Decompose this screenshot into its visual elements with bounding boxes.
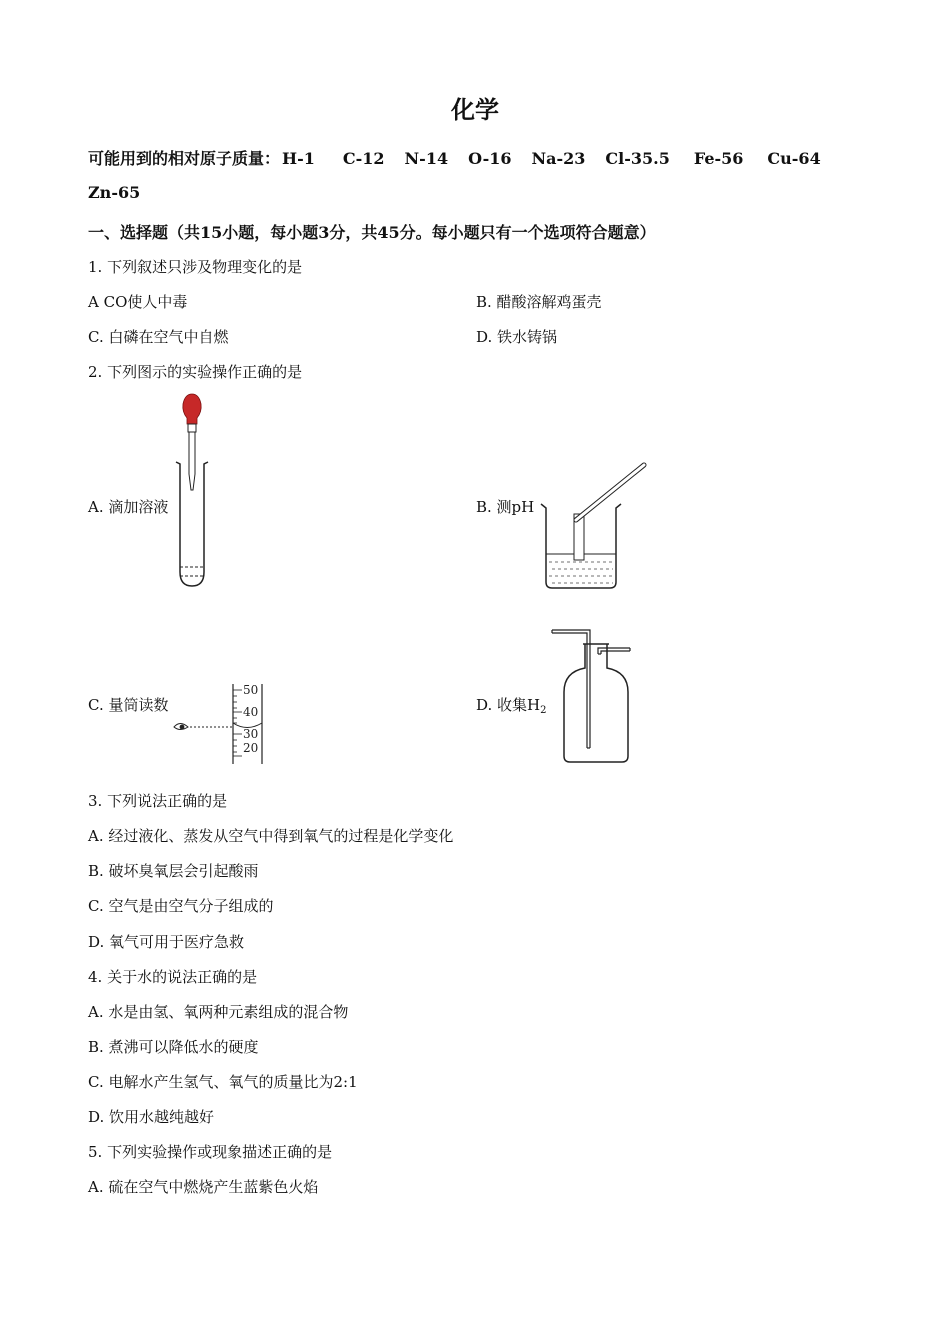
q1-option-b: B. 醋酸溶解鸡蛋壳 <box>476 293 602 311</box>
dropper-collar <box>188 424 196 432</box>
section-heading: 一、选择题（共15小题，每小题3分，共45分。每小题只有一个选项符合题意） <box>88 223 656 242</box>
mass-o: O-16 <box>468 149 512 168</box>
scale-label-40: 40 <box>243 705 259 719</box>
q2-option-b: B. 测pH <box>476 498 535 516</box>
q1-stem: 1. 下列叙述只涉及物理变化的是 <box>88 258 303 276</box>
scale-label-30: 30 <box>243 727 259 741</box>
dropper-bulb-icon <box>183 394 201 424</box>
q3-option-d: D. 氧气可用于医疗急救 <box>88 933 245 951</box>
q2-option-d <box>476 694 546 716</box>
eye-icon <box>174 724 188 730</box>
q3-option-c: C. 空气是由空气分子组成的 <box>88 897 274 915</box>
q5-stem: 5. 下列实验操作或现象描述正确的是 <box>88 1143 333 1161</box>
cylinder-ticks <box>233 690 242 756</box>
q3-option-b: B. 破坏臭氧层会引起酸雨 <box>88 862 259 880</box>
mass-fe: Fe-56 <box>693 149 744 168</box>
glass-rod-icon <box>576 465 644 520</box>
q1-option-a: A CO使人中毒 <box>88 293 188 311</box>
short-outlet-tube <box>598 648 630 654</box>
q4-option-c: C. 电解水产生氢气、氧气的质量比为2:1 <box>88 1073 358 1091</box>
q4-option-d: D. 饮用水越纯越好 <box>88 1108 215 1126</box>
q4-stem: 4. 关于水的说法正确的是 <box>88 968 258 986</box>
mass-n: N-14 <box>404 149 449 168</box>
mass-cl: Cl-35.5 <box>605 149 670 168</box>
mass-zn: Zn-65 <box>88 183 141 202</box>
gas-bottle-icon <box>564 644 628 762</box>
page-title: 化学 <box>451 95 499 124</box>
atomic-masses-label: 可能用到的相对原子质量： <box>88 149 281 168</box>
mass-cu: Cu-64 <box>767 149 821 168</box>
dropper-glass <box>189 432 195 490</box>
q1-option-c: C. 白磷在空气中自燃 <box>88 328 229 346</box>
mass-h: H-1 <box>282 149 315 168</box>
graduated-cylinder-figure <box>172 680 272 770</box>
gas-bottle-figure <box>550 624 640 768</box>
q3-option-a: A. 经过液化、蒸发从空气中得到氧气的过程是化学变化 <box>88 827 454 845</box>
mass-na: Na-23 <box>531 149 586 168</box>
q4-option-b: B. 煮沸可以降低水的硬度 <box>88 1038 259 1056</box>
q2-option-a: A. 滴加溶液 <box>88 498 169 516</box>
scale-label-50: 50 <box>243 683 259 697</box>
scale-label-20: 20 <box>243 741 259 755</box>
beaker-ph-figure <box>540 458 655 592</box>
q2-option-c-label: C. 量筒读数 <box>88 696 169 714</box>
q2-option-d-subscript: 2 <box>540 705 547 716</box>
q5-option-a: A. 硫在空气中燃烧产生蓝紫色火焰 <box>88 1178 319 1196</box>
q2-option-d-label: D. 收集H <box>476 696 541 714</box>
mass-c: C-12 <box>342 149 385 168</box>
dropper-test-tube-figure <box>170 392 220 592</box>
q2-option-c <box>88 694 168 715</box>
q4-option-a: A. 水是由氢、氧两种元素组成的混合物 <box>88 1003 349 1021</box>
q2-stem: 2. 下列图示的实验操作正确的是 <box>88 363 303 381</box>
beaker-liquid-hatching <box>549 562 613 583</box>
q1-option-d: D. 铁水铸锅 <box>476 328 558 346</box>
atomic-masses-line <box>88 146 821 169</box>
q3-stem: 3. 下列说法正确的是 <box>88 792 228 810</box>
